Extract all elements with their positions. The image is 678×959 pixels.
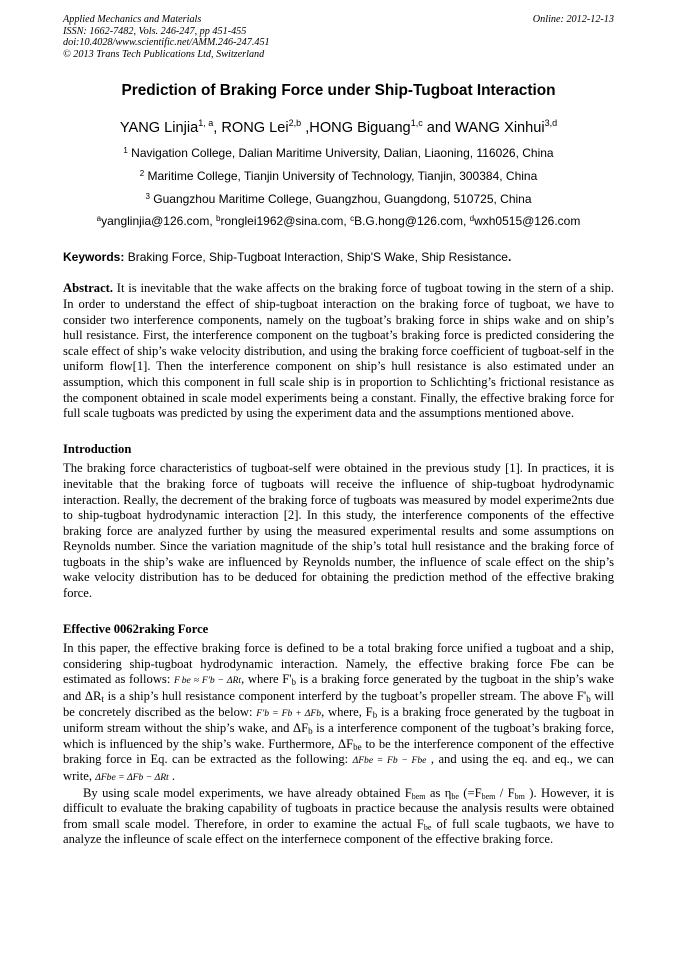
email-address: B.G.hong@126.com, [354, 214, 470, 229]
online-date: Online: 2012-12-13 [532, 14, 614, 25]
author-sup: 1, a [198, 118, 214, 129]
keywords [63, 250, 614, 264]
author-sup: 2,b [288, 118, 302, 129]
author-sup: 1,c [410, 118, 423, 129]
author-separator: , [301, 120, 310, 137]
text-run: ΔR [84, 689, 102, 704]
text-run: ). However, it is difficult to evaluate the braking capability of tugboats in practice because the analysis results were obtained from small scale model. Therefore, in order to examine the actual F [63, 785, 614, 831]
text-run: is a ship’s hull resistance component interferd by the tugboat’s propeller stream. The above F' [103, 689, 587, 704]
equation-2: F′b = Fb + ΔFb [256, 707, 322, 719]
keywords-end: . [507, 250, 512, 265]
journal-header [63, 14, 614, 60]
abstract-label: Abstract. [63, 281, 114, 296]
affiliation [63, 144, 614, 160]
text-run: . [168, 769, 176, 783]
text-run: of full scale tugbaots, we have to analyze the infleunce of scale effect on the interfernece component of the effective braking force. [63, 816, 614, 847]
subscript: t [101, 694, 104, 705]
subscript: bm [514, 791, 525, 801]
subscript: be [451, 791, 459, 801]
text-run: , where F' [241, 672, 292, 687]
text-run: to be the interference component of the effective braking force in Eq. can be extracted as the following: [63, 736, 614, 767]
text-run: By using scale model experiments, we have already obtained F [83, 785, 412, 800]
email-sup: b [216, 214, 221, 224]
text-run: ΔF [338, 736, 354, 751]
text-run: is a braking froce generated by the tugboat in uniform stream without the ship’s wake, and [63, 704, 614, 736]
section-paragraph [63, 786, 614, 848]
author-name: YANG Linjia [119, 120, 199, 137]
subscript: b [372, 709, 378, 720]
email-sup: a [96, 214, 102, 224]
email-sup: d [469, 214, 475, 224]
issn-line: ISSN: 1662-7482, Vols. 246-247, pp 451-455 [63, 25, 247, 37]
subscript: bem [481, 791, 496, 801]
text-run: (=F [458, 785, 482, 800]
affiliation [63, 167, 614, 183]
email-list [63, 212, 614, 228]
text-run: , and using the eq. and eq., we can write, [63, 752, 614, 783]
affiliation [63, 190, 614, 206]
text-run: / F [495, 785, 515, 800]
email-sup: c [350, 214, 355, 224]
affiliation-sup: 3 [145, 192, 150, 202]
subscript: b [308, 726, 313, 737]
text-run: is a interference component of the tugboat’s braking force, which is influenced by the ship’s wake. Furthermore, [63, 721, 614, 751]
affiliation-sup: 2 [139, 169, 145, 179]
subscript: bem [411, 791, 426, 801]
abstract-text: It is inevitable that the wake affects on the braking force of tugboat towing in the stern of a ship. In order to understand the effect of ship-tugboat interaction on the braking force of tugboat, we have to consider two interference components, namely on the tugboat’s braking force in ships wake and on ship’s hull resistance. First, the interference component on the tugboat’s braking force is predicted considering the scale effect of ship’s wake velocity distribution, and using the braking force coefficient of tugboat-self in the uniform flow[1]. Then the interference component on ship’s hull resistance is also estimated under an assumption, which this component in full scale ship is in proportion to Schlichting’s frictional resistance as the component obtained in scale model experiments being a constant. Finally, the effective braking force for full scale tugboats was predicted by using the experiment data and the assumptions mentioned above. [63, 281, 614, 421]
email-address: wxh0515@126.com [474, 214, 581, 229]
effective-braking-force-heading: Effective 0062raking Force [63, 621, 209, 636]
author-separator: and [422, 120, 456, 137]
copyright-line: © 2013 Trans Tech Publications Ltd, Switzerland [63, 48, 265, 60]
email-address: ronglei1962@sina.com, [220, 214, 351, 229]
email-address: yanglinjia@126.com, [101, 214, 217, 229]
subscript: b [586, 694, 591, 705]
text-run: ΔF [293, 721, 309, 736]
subscript: be [423, 822, 432, 832]
keywords-text: Braking Force, Ship-Tugboat Interaction, Ship'S Wake, Ship Resistance [124, 250, 508, 265]
introduction-paragraph: The braking force characteristics of tugboat-self were obtained in the previous study [1]. In practices, it is inevitable that the braking force of tugboats will receive the influence of ship-tugboat hydrodynamic interaction. Really, the decrement of the braking force of tugboats was measured by model experime2nts due to ship-tugboat hydrodynamic interaction [2]. In this study, the interference components of the effective braking force are analyzed further by using the measured experimental results and some assumptions on Reynolds number. Since the variation magnitude of the ship’s total hull resistance and the braking force of tugboats in the ship’s wake are influenced by Reynolds number, the influence of scale effect on the ship’s wake velocity distribution has to be deduced for obtaining the prediction method of the effective braking force. [63, 461, 614, 601]
paper-title: Prediction of Braking Force under Ship-Tugboat Interaction [121, 82, 556, 100]
journal-name: Applied Mechanics and Materials [63, 14, 202, 25]
doi-line: doi:10.4028/www.scientific.net/AMM.246-247.451 [63, 37, 270, 49]
author-list [63, 114, 614, 137]
subscript: b [291, 677, 297, 688]
author-sup: 3,d [544, 118, 558, 129]
affiliation-text: Maritime College, Tianjin University of Technology, Tianjin, 300384, China [144, 169, 538, 184]
keywords-label: Keywords: [63, 250, 125, 265]
section-paragraph [63, 641, 614, 785]
author-name: HONG Biguang [309, 120, 411, 137]
introduction-heading: Introduction [63, 441, 132, 456]
text-run: as η [425, 785, 452, 800]
text-run: , where, F [321, 704, 373, 719]
author-name: WANG Xinhui [455, 120, 545, 137]
equation-3: ΔFbe = Fb − Fbe [352, 755, 427, 767]
abstract [63, 281, 614, 421]
author-separator: , [213, 120, 222, 137]
text-run: is a braking force generated by the tugboat in the ship’s wake and [63, 672, 614, 704]
text-run: In this paper, the effective braking force is defined to be a total braking force unified a tugboat and a ship, considering ship-tugboat hydrodynamic interaction. Namely, the effective braking force Fbe can be estimated as follows: [63, 641, 614, 687]
text-run: will be concretely discribed as the below: [63, 689, 614, 719]
affiliation-text: Navigation College, Dalian Maritime University, Dalian, Liaoning, 116026, China [127, 146, 554, 161]
equation-1: F be ≈ F′b − ΔRt [173, 675, 242, 687]
subscript: be [353, 741, 362, 752]
affiliation-sup: 1 [123, 146, 128, 156]
equation-4: ΔFbe = ΔFb − ΔRt [95, 772, 169, 783]
author-name: RONG Lei [221, 120, 289, 137]
affiliation-text: Guangzhou Maritime College, Guangzhou, Guangdong, 510725, China [149, 192, 532, 207]
